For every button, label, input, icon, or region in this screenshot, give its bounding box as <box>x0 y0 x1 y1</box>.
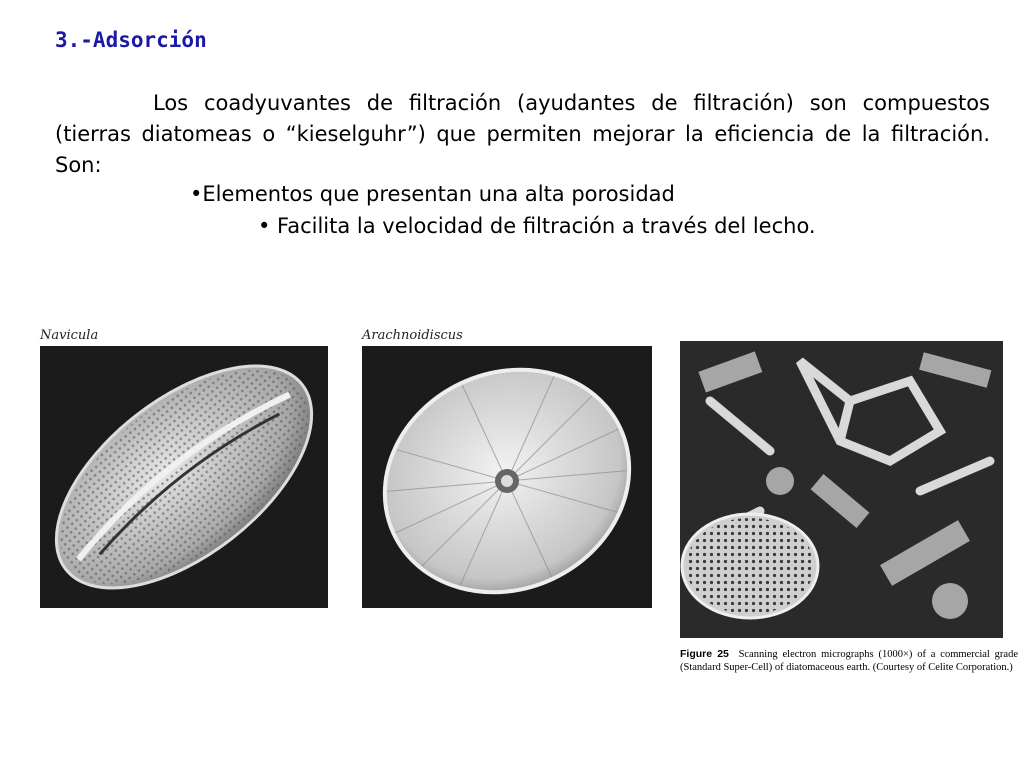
intro-paragraph: Los coadyuvantes de filtración (ayudantes de filtración) son compuestos (tierras diatomeas o “kieselguhr”) que permiten mejorar la eficiencia de la filtración. Son: <box>55 91 990 177</box>
slide-heading: 3.-Adsorción <box>55 28 207 52</box>
navicula-label: Navicula <box>40 328 99 343</box>
arachnoidiscus-label: Arachnoidiscus <box>362 328 463 343</box>
bullet-filtration-speed: • Facilita la velocidad de filtración a través del lecho. <box>258 214 816 238</box>
caption-label: Figure 25 <box>680 648 729 660</box>
navicula-diatom-graphic <box>40 346 328 608</box>
figure-caption <box>680 648 1018 674</box>
sem-micrograph-image <box>680 341 1003 638</box>
diatomaceous-earth-graphic <box>680 341 1003 638</box>
bullet-porosity: •Elementos que presentan una alta porosidad <box>190 182 675 206</box>
navicula-image <box>40 346 328 608</box>
arachnoidiscus-image <box>362 346 652 608</box>
caption-text: Scanning electron micrographs (1000×) of a commercial grade (Standard Super-Cell) of diatomaceous earth. (Courtesy of Celite Corporation.) <box>680 649 1019 673</box>
arachnoidiscus-diatom-graphic <box>362 346 652 608</box>
